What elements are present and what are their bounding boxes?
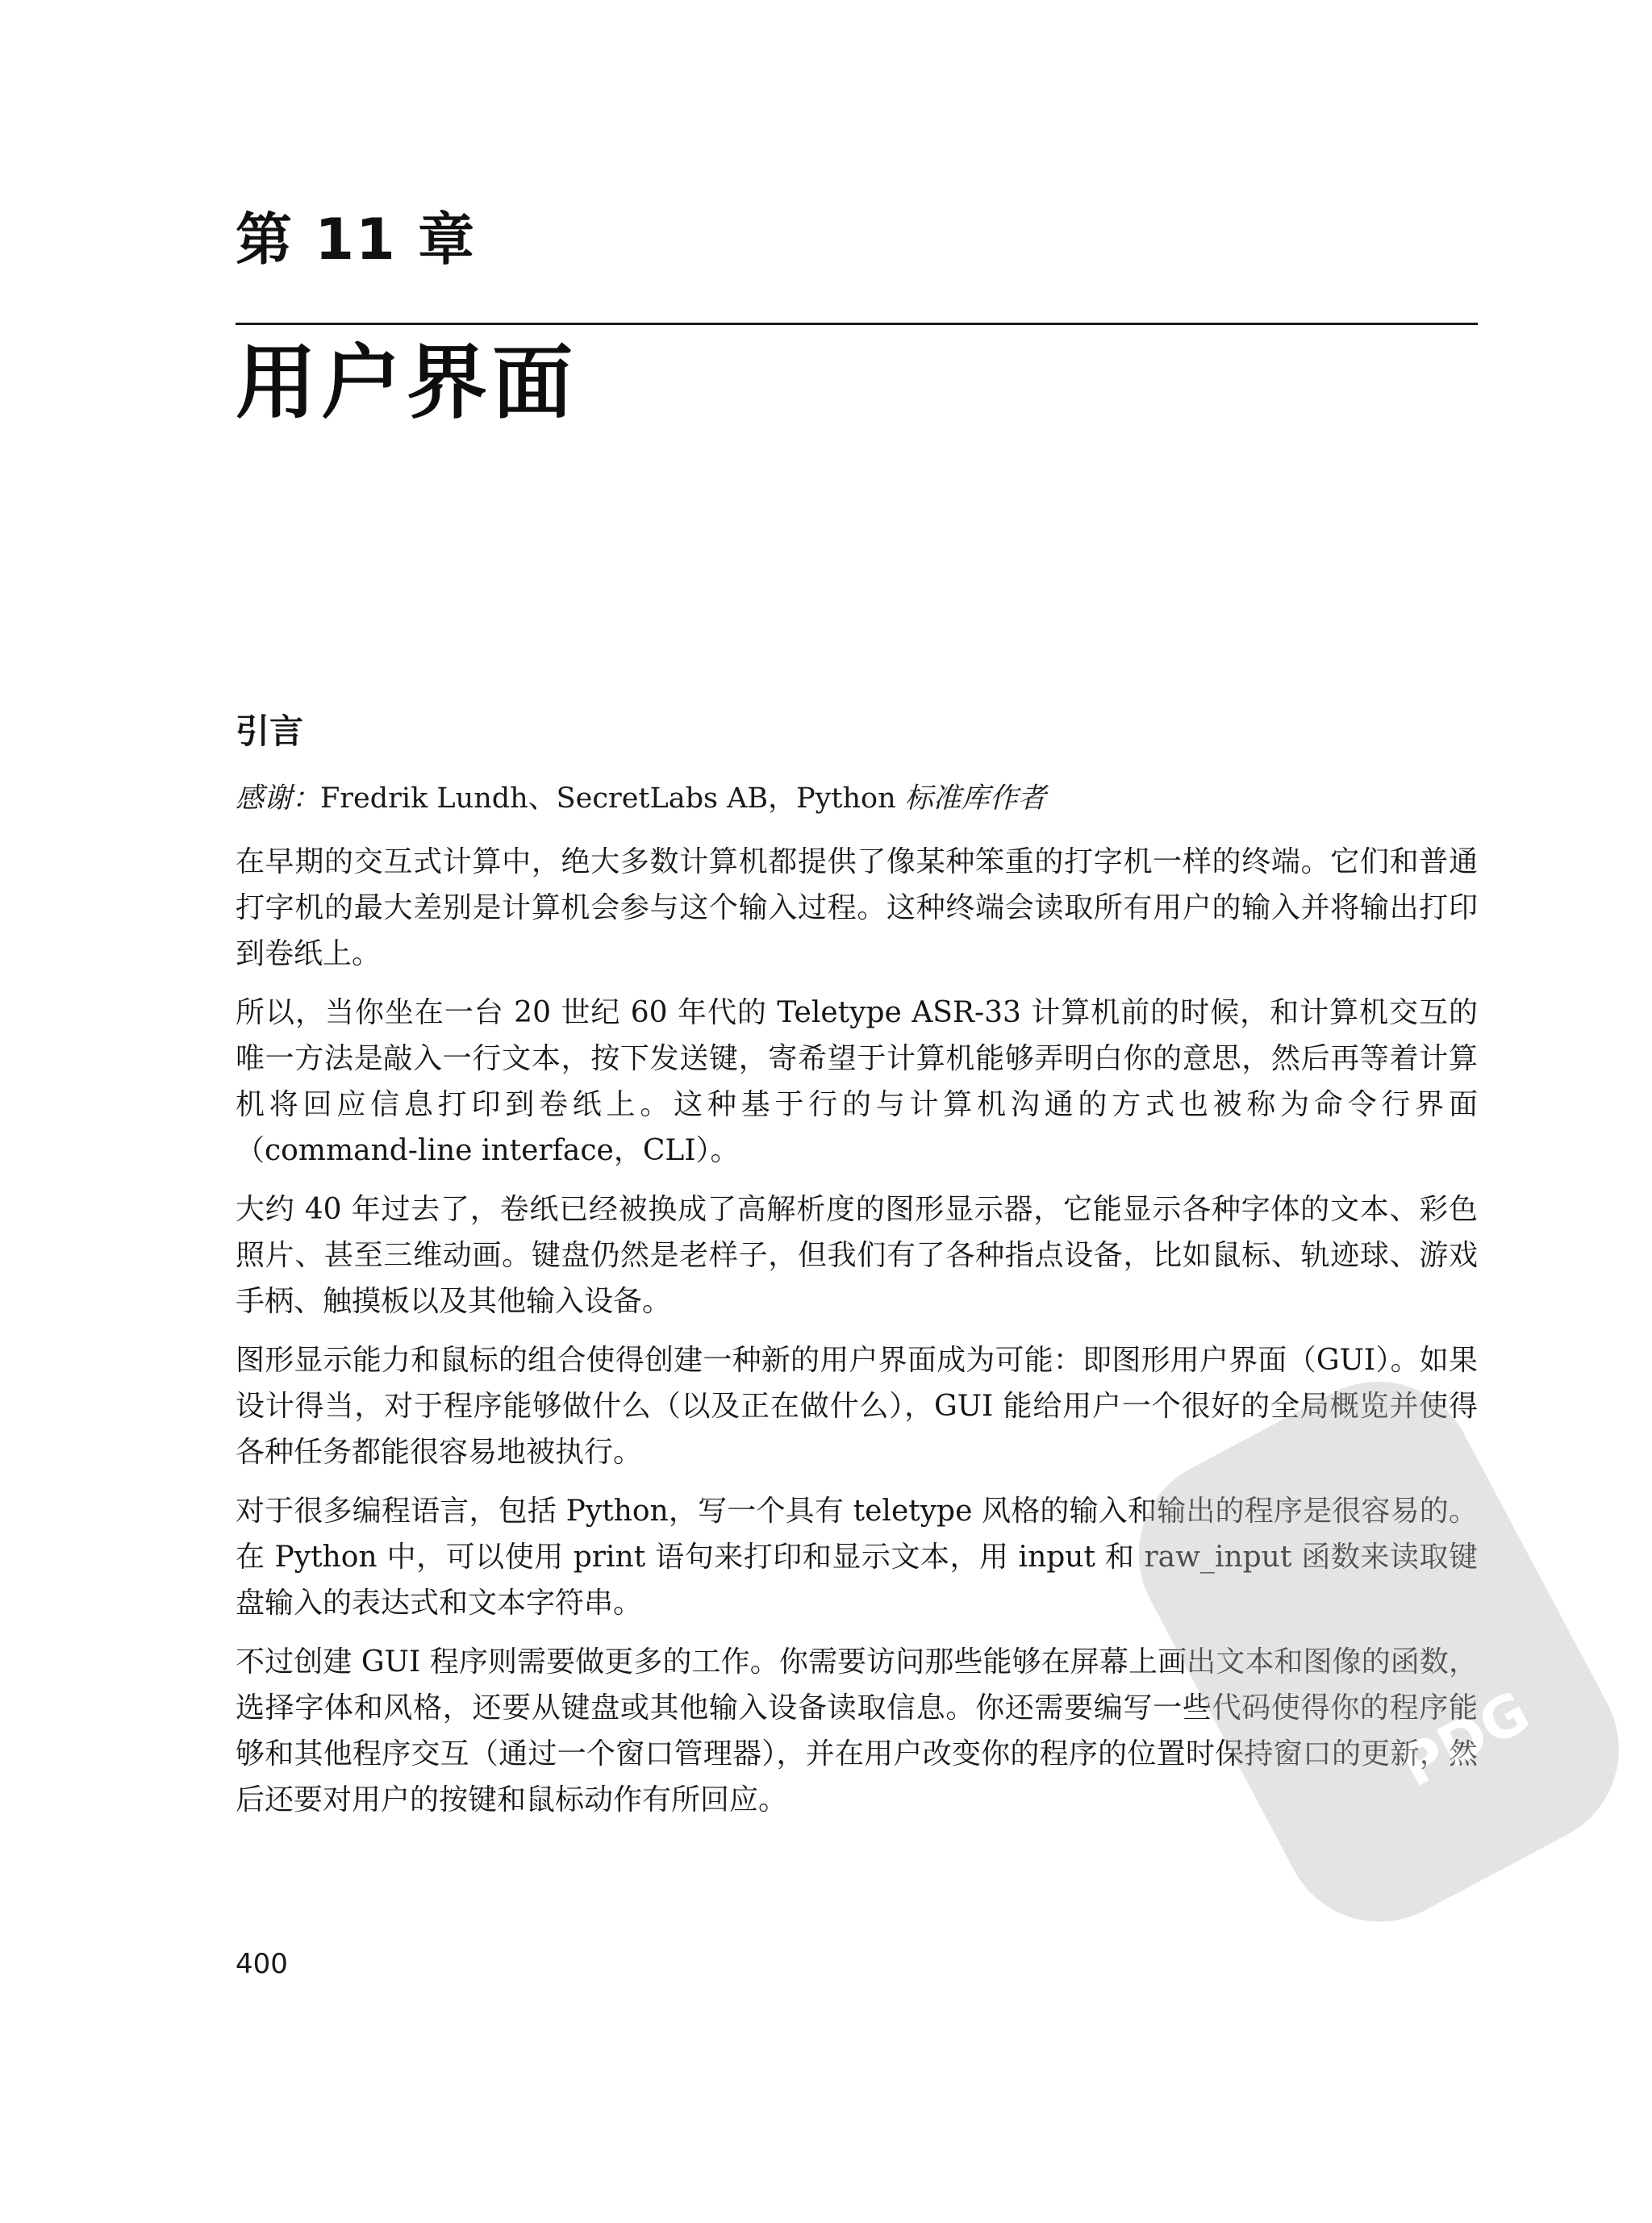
chapter-divider: [236, 323, 1478, 325]
paragraph: 所以，当你坐在一台 20 世纪 60 年代的 Teletype ASR-33 计算机前的时候，和计算机交互的唯一方法是敲入一行文本，按下发送键，寄希望于计算机能够弄明白你的意思，然后再等着计算机将回应信息打印到卷纸上。这种基于行的与计算机沟通的方式也被称为命令行界面（command-line interface，CLI）。: [236, 996, 1478, 1167]
body-text: [236, 839, 1478, 1836]
paragraph: 图形显示能力和鼠标的组合使得创建一种新的用户界面成为可能：即图形用户界面（GUI）。如果设计得当，对于程序能够做什么（以及正在做什么），GUI 能给用户一个很好的全局概览并使得各种任务都能很容易地被执行。: [236, 1344, 1478, 1469]
paragraph: 对于很多编程语言，包括 Python，写一个具有 teletype 风格的输入和输出的程序是很容易的。在 Python 中，可以使用 print 语句来打印和显示文本，用 input 和 raw_input 函数来读取键盘输入的表达式和文本字符串。: [236, 1495, 1478, 1620]
watermark-text: PDG: [1390, 1678, 1541, 1800]
acknowledgement-note: 标准库作者: [895, 782, 1046, 815]
acknowledgement: [236, 781, 1478, 818]
section-heading: 引言: [236, 711, 304, 751]
paragraph: 大约 40 年过去了，卷纸已经被换成了高解析度的图形显示器，它能显示各种字体的文本、彩色照片、甚至三维动画。键盘仍然是老样子，但我们有了各种指点设备，比如鼠标、轨迹球、游戏手柄、触摸板以及其他输入设备。: [236, 1193, 1478, 1318]
paragraph: 在早期的交互式计算中，绝大多数计算机都提供了像某种笨重的打字机一样的终端。它们和普通打字机的最大差别是计算机会参与这个输入过程。这种终端会读取所有用户的输入并将输出打印到卷纸上。: [236, 845, 1478, 970]
chapter-title: 用户界面: [236, 336, 578, 430]
page-number: 400: [236, 1948, 288, 1980]
acknowledgement-names: Fredrik Lundh、SecretLabs AB，Python: [320, 782, 896, 815]
paragraph: 不过创建 GUI 程序则需要做更多的工作。你需要访问那些能够在屏幕上画出文本和图像的函数，选择字体和风格，还要从键盘或其他输入设备读取信息。你还需要编写一些代码使得你的程序能够和其他程序交互（通过一个窗口管理器），并在用户改变你的程序的位置时保持窗口的更新，然后还要对用户的按键和鼠标动作有所回应。: [236, 1645, 1478, 1816]
chapter-number: 第 11 章: [236, 206, 477, 273]
acknowledgement-label: 感谢：: [236, 782, 321, 815]
